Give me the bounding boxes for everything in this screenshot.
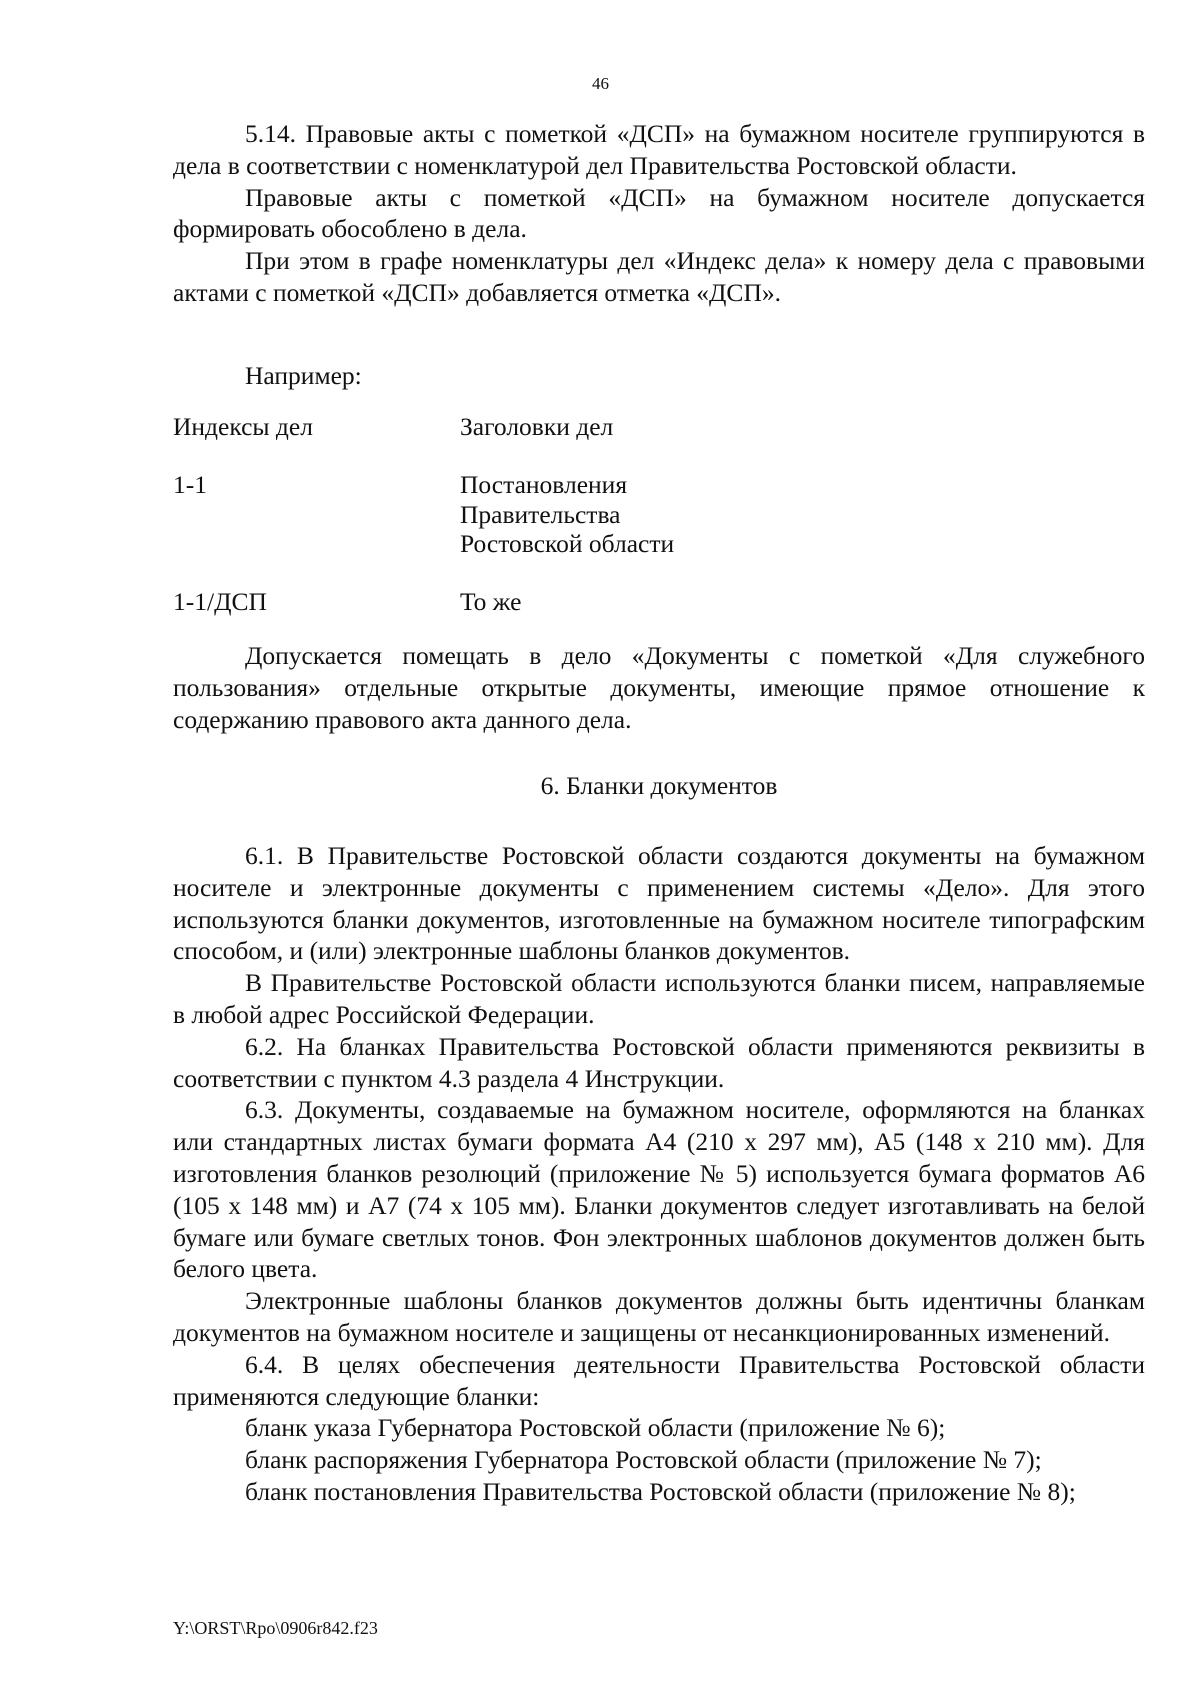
paragraph-5-14-separate: Правовые акты с пометкой «ДСП» на бумажном носителе допускается формировать обособлено в дела. (173, 182, 1145, 244)
section-6-title: 6. Бланки документов (540, 771, 778, 800)
paragraph-6-1: 6.1. В Правительстве Ростовской области создаются документы на бумажном носителе и электронные документы с применением системы «Дело». Для этого используются бланки документов, изготовленные на бумажном носителе типографским способом, и (или) электронные шаблоны бланков документов. (173, 841, 1145, 966)
paragraph-5-14: 5.14. Правовые акты с пометкой «ДСП» на бумажном носителе группируются в дела в соответствии с номенклатурой дел Правительства Ростовской области. (173, 119, 1145, 180)
list-item: бланк указа Губернатора Ростовской области (приложение № 6); (245, 1413, 946, 1443)
file-path-footer: Y:\ORST\Rpo\0906r842.f23 (173, 1618, 378, 1638)
paragraph-6-3: 6.3. Документы, создаваемые на бумажном носителе, оформляются на бланках или стандартных листах бумаги формата А4 (210 х 297 мм), А5 (148 х 210 мм). Для изготовления бланков резолюций (приложение № 5) используется бумага форматов А6 (105 х 148 мм) и А7 (74 х 105 мм). Бланки документов следует изготавливать на белой бумаге или бумаге светлых тонов. Фон электронных шаблонов документов должен быть белого цвета. (173, 1095, 1145, 1284)
table-cell-title-line: Постановления (460, 470, 628, 499)
table-cell-title (460, 587, 960, 617)
section-6-block (173, 840, 1145, 1508)
table-cell-title-line: Правительства (460, 499, 621, 529)
table-cell-title (460, 470, 960, 559)
table-cell-index: 1-1 (173, 470, 207, 499)
example-label-block (173, 360, 1145, 392)
paragraph-dsp-open-documents: Допускается помещать в дело «Документы с пометкой «Для служебного пользования» отдельные открытые документы, имеющие прямое отношение к содержанию правового акта данного дела. (173, 641, 1145, 734)
section-5-14-block (173, 118, 1145, 309)
table-cell-index: 1-1/ДСП (173, 587, 267, 616)
page-number: 46 (592, 74, 609, 93)
table-cell-title-line: Ростовской области (460, 529, 675, 558)
paragraph-6-4: 6.4. В целях обеспечения деятельности Правительства Ростовской области применяются следующие бланки: (173, 1349, 1145, 1411)
table-header-title: Заголовки дел (460, 412, 614, 441)
example-label: Например: (245, 361, 362, 390)
list-item: бланк распоряжения Губернатора Ростовской области (приложение № 7); (245, 1445, 1042, 1475)
list-item: бланк постановления Правительства Ростовской области (приложение № 8); (245, 1476, 1076, 1506)
table-cell-title-line: То же (460, 587, 522, 616)
paragraph-6-2: 6.2. На бланках Правительства Ростовской области применяются реквизиты в соответствии с пунктом 4.3 раздела 4 Инструкции. (173, 1031, 1145, 1093)
paragraph-6-3-templates: Электронные шаблоны бланков документов должны быть идентичны бланкам документов на бумажном носителе и защищены от несанкционированных изменений. (173, 1286, 1145, 1347)
after-table-block (173, 640, 1145, 735)
paragraph-5-14-index-note: При этом в графе номенклатуры дел «Индекс дела» к номеру дела с правовыми актами с пометкой «ДСП» добавляется отметка «ДСП». (173, 246, 1145, 307)
table-header-index: Индексы дел (173, 412, 313, 441)
paragraph-6-1-letters: В Правительстве Ростовской области используются бланки писем, направляемые в любой адрес Российской Федерации. (173, 968, 1145, 1029)
